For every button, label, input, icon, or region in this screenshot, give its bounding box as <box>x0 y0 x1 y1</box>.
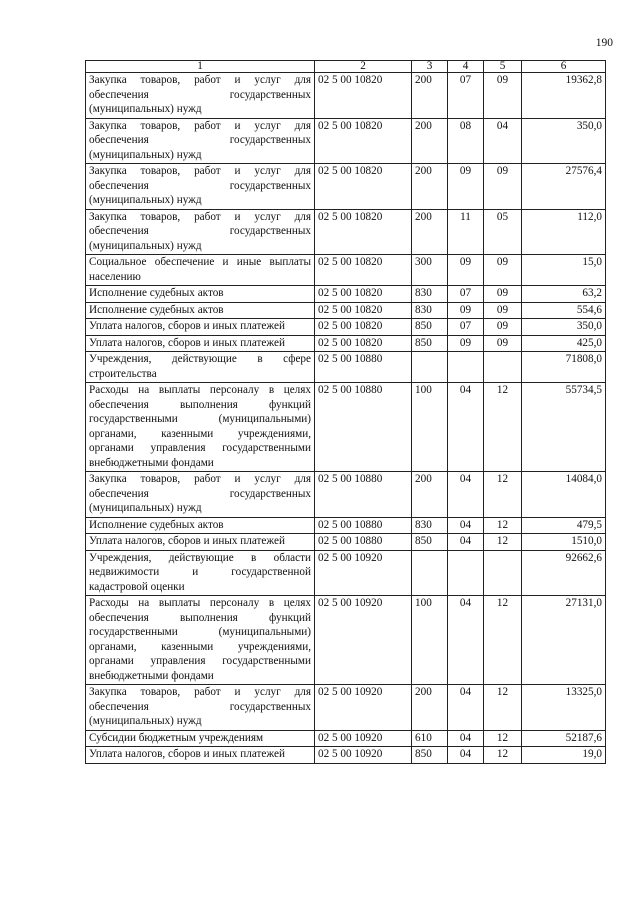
expense-type-cell: 300 <box>412 255 448 286</box>
target-article-code-cell: 02 5 00 10820 <box>315 286 412 303</box>
section-cell <box>448 352 484 383</box>
expense-name-cell: Уплата налогов, сборов и иных платежей <box>86 319 315 336</box>
table-row <box>86 255 606 286</box>
table-row <box>86 534 606 551</box>
expense-type-cell: 100 <box>412 596 448 685</box>
table-header-row <box>86 61 606 73</box>
expense-type-cell: 200 <box>412 685 448 731</box>
subsection-cell: 09 <box>484 73 522 119</box>
subsection-cell: 12 <box>484 747 522 764</box>
section-cell: 11 <box>448 209 484 255</box>
amount-cell: 112,0 <box>522 209 606 255</box>
subsection-cell: 09 <box>484 335 522 352</box>
section-cell: 08 <box>448 118 484 164</box>
expense-type-cell: 830 <box>412 286 448 303</box>
amount-cell: 15,0 <box>522 255 606 286</box>
target-article-code-cell: 02 5 00 10920 <box>315 596 412 685</box>
target-article-code-cell: 02 5 00 10820 <box>315 73 412 119</box>
expense-name-cell: Учреждения, действующие в сфере строительства <box>86 352 315 383</box>
section-cell: 04 <box>448 685 484 731</box>
amount-cell: 350,0 <box>522 118 606 164</box>
amount-cell: 350,0 <box>522 319 606 336</box>
section-cell: 04 <box>448 730 484 747</box>
table-row <box>86 73 606 119</box>
target-article-code-cell: 02 5 00 10920 <box>315 730 412 747</box>
expense-name-cell: Уплата налогов, сборов и иных платежей <box>86 534 315 551</box>
expense-type-cell: 830 <box>412 302 448 319</box>
column-header-5: 5 <box>484 61 522 73</box>
expense-type-cell: 200 <box>412 472 448 518</box>
table-row <box>86 517 606 534</box>
section-cell: 04 <box>448 747 484 764</box>
expense-type-cell: 100 <box>412 383 448 472</box>
section-cell: 04 <box>448 596 484 685</box>
amount-cell: 14084,0 <box>522 472 606 518</box>
section-cell: 04 <box>448 383 484 472</box>
table-row <box>86 302 606 319</box>
expense-type-cell: 200 <box>412 118 448 164</box>
column-header-1: 1 <box>86 61 315 73</box>
amount-cell: 27131,0 <box>522 596 606 685</box>
subsection-cell: 09 <box>484 255 522 286</box>
amount-cell: 27576,4 <box>522 164 606 210</box>
expense-type-cell: 850 <box>412 747 448 764</box>
expense-name-cell: Расходы на выплаты персоналу в целях обеспечения выполнения функций государственными (муниципальными) органами, казенными учреждениями, органами управления государственными внебюджетными фондами <box>86 383 315 472</box>
section-cell: 09 <box>448 302 484 319</box>
amount-cell: 52187,6 <box>522 730 606 747</box>
subsection-cell: 12 <box>484 685 522 731</box>
target-article-code-cell: 02 5 00 10880 <box>315 517 412 534</box>
expense-type-cell: 610 <box>412 730 448 747</box>
target-article-code-cell: 02 5 00 10820 <box>315 302 412 319</box>
subsection-cell: 09 <box>484 302 522 319</box>
amount-cell: 63,2 <box>522 286 606 303</box>
target-article-code-cell: 02 5 00 10820 <box>315 209 412 255</box>
expense-name-cell: Субсидии бюджетным учреждениям <box>86 730 315 747</box>
amount-cell: 479,5 <box>522 517 606 534</box>
subsection-cell: 09 <box>484 286 522 303</box>
expense-type-cell: 830 <box>412 517 448 534</box>
expense-name-cell: Закупка товаров, работ и услуг для обеспечения государственных (муниципальных) нужд <box>86 685 315 731</box>
target-article-code-cell: 02 5 00 10880 <box>315 352 412 383</box>
table-row <box>86 118 606 164</box>
section-cell: 04 <box>448 472 484 518</box>
target-article-code-cell: 02 5 00 10820 <box>315 335 412 352</box>
section-cell: 07 <box>448 73 484 119</box>
amount-cell: 55734,5 <box>522 383 606 472</box>
expense-name-cell: Закупка товаров, работ и услуг для обеспечения государственных (муниципальных) нужд <box>86 209 315 255</box>
subsection-cell: 12 <box>484 383 522 472</box>
amount-cell: 425,0 <box>522 335 606 352</box>
amount-cell: 71808,0 <box>522 352 606 383</box>
expense-name-cell: Социальное обеспечение и иные выплаты населению <box>86 255 315 286</box>
amount-cell: 92662,6 <box>522 550 606 596</box>
section-cell: 09 <box>448 335 484 352</box>
amount-cell: 19,0 <box>522 747 606 764</box>
expense-name-cell: Исполнение судебных актов <box>86 286 315 303</box>
table-row <box>86 352 606 383</box>
target-article-code-cell: 02 5 00 10920 <box>315 685 412 731</box>
expense-name-cell: Закупка товаров, работ и услуг для обеспечения государственных (муниципальных) нужд <box>86 472 315 518</box>
target-article-code-cell: 02 5 00 10880 <box>315 534 412 551</box>
amount-cell: 19362,8 <box>522 73 606 119</box>
target-article-code-cell: 02 5 00 10880 <box>315 383 412 472</box>
table-row <box>86 335 606 352</box>
subsection-cell: 12 <box>484 730 522 747</box>
expense-type-cell <box>412 352 448 383</box>
expense-type-cell: 850 <box>412 335 448 352</box>
table-row <box>86 550 606 596</box>
section-cell: 07 <box>448 286 484 303</box>
table-row <box>86 730 606 747</box>
table-row <box>86 685 606 731</box>
target-article-code-cell: 02 5 00 10820 <box>315 118 412 164</box>
table-row <box>86 164 606 210</box>
table-row <box>86 319 606 336</box>
section-cell <box>448 550 484 596</box>
subsection-cell: 12 <box>484 472 522 518</box>
subsection-cell: 05 <box>484 209 522 255</box>
subsection-cell: 09 <box>484 319 522 336</box>
target-article-code-cell: 02 5 00 10820 <box>315 164 412 210</box>
expense-name-cell: Расходы на выплаты персоналу в целях обеспечения выполнения функций государственными (муниципальными) органами, казенными учреждениями, органами управления государственными внебюджетными фондами <box>86 596 315 685</box>
expense-name-cell: Исполнение судебных актов <box>86 302 315 319</box>
expense-name-cell: Уплата налогов, сборов и иных платежей <box>86 335 315 352</box>
expense-name-cell: Учреждения, действующие в области недвижимости и государственной кадастровой оценки <box>86 550 315 596</box>
target-article-code-cell: 02 5 00 10920 <box>315 550 412 596</box>
target-article-code-cell: 02 5 00 10880 <box>315 472 412 518</box>
section-cell: 09 <box>448 255 484 286</box>
expense-type-cell: 200 <box>412 73 448 119</box>
target-article-code-cell: 02 5 00 10920 <box>315 747 412 764</box>
expense-name-cell: Исполнение судебных актов <box>86 517 315 534</box>
table-row <box>86 286 606 303</box>
subsection-cell: 12 <box>484 517 522 534</box>
target-article-code-cell: 02 5 00 10820 <box>315 319 412 336</box>
expense-name-cell: Уплата налогов, сборов и иных платежей <box>86 747 315 764</box>
table-row <box>86 209 606 255</box>
expense-name-cell: Закупка товаров, работ и услуг для обеспечения государственных (муниципальных) нужд <box>86 118 315 164</box>
expense-name-cell: Закупка товаров, работ и услуг для обеспечения государственных (муниципальных) нужд <box>86 73 315 119</box>
expense-type-cell <box>412 550 448 596</box>
column-header-2: 2 <box>315 61 412 73</box>
table-row <box>86 472 606 518</box>
subsection-cell: 12 <box>484 534 522 551</box>
section-cell: 04 <box>448 534 484 551</box>
subsection-cell: 12 <box>484 596 522 685</box>
expense-type-cell: 200 <box>412 209 448 255</box>
page-number: 190 <box>595 37 613 49</box>
column-header-6: 6 <box>522 61 606 73</box>
expense-type-cell: 200 <box>412 164 448 210</box>
budget-table <box>85 60 606 764</box>
amount-cell: 13325,0 <box>522 685 606 731</box>
amount-cell: 1510,0 <box>522 534 606 551</box>
section-cell: 07 <box>448 319 484 336</box>
expense-name-cell: Закупка товаров, работ и услуг для обеспечения государственных (муниципальных) нужд <box>86 164 315 210</box>
table-row <box>86 596 606 685</box>
expense-type-cell: 850 <box>412 534 448 551</box>
table-row <box>86 747 606 764</box>
subsection-cell: 09 <box>484 164 522 210</box>
column-header-4: 4 <box>448 61 484 73</box>
amount-cell: 554,6 <box>522 302 606 319</box>
subsection-cell <box>484 550 522 596</box>
table-row <box>86 383 606 472</box>
expense-type-cell: 850 <box>412 319 448 336</box>
target-article-code-cell: 02 5 00 10820 <box>315 255 412 286</box>
section-cell: 04 <box>448 517 484 534</box>
subsection-cell: 04 <box>484 118 522 164</box>
section-cell: 09 <box>448 164 484 210</box>
subsection-cell <box>484 352 522 383</box>
column-header-3: 3 <box>412 61 448 73</box>
table-body <box>86 73 606 764</box>
